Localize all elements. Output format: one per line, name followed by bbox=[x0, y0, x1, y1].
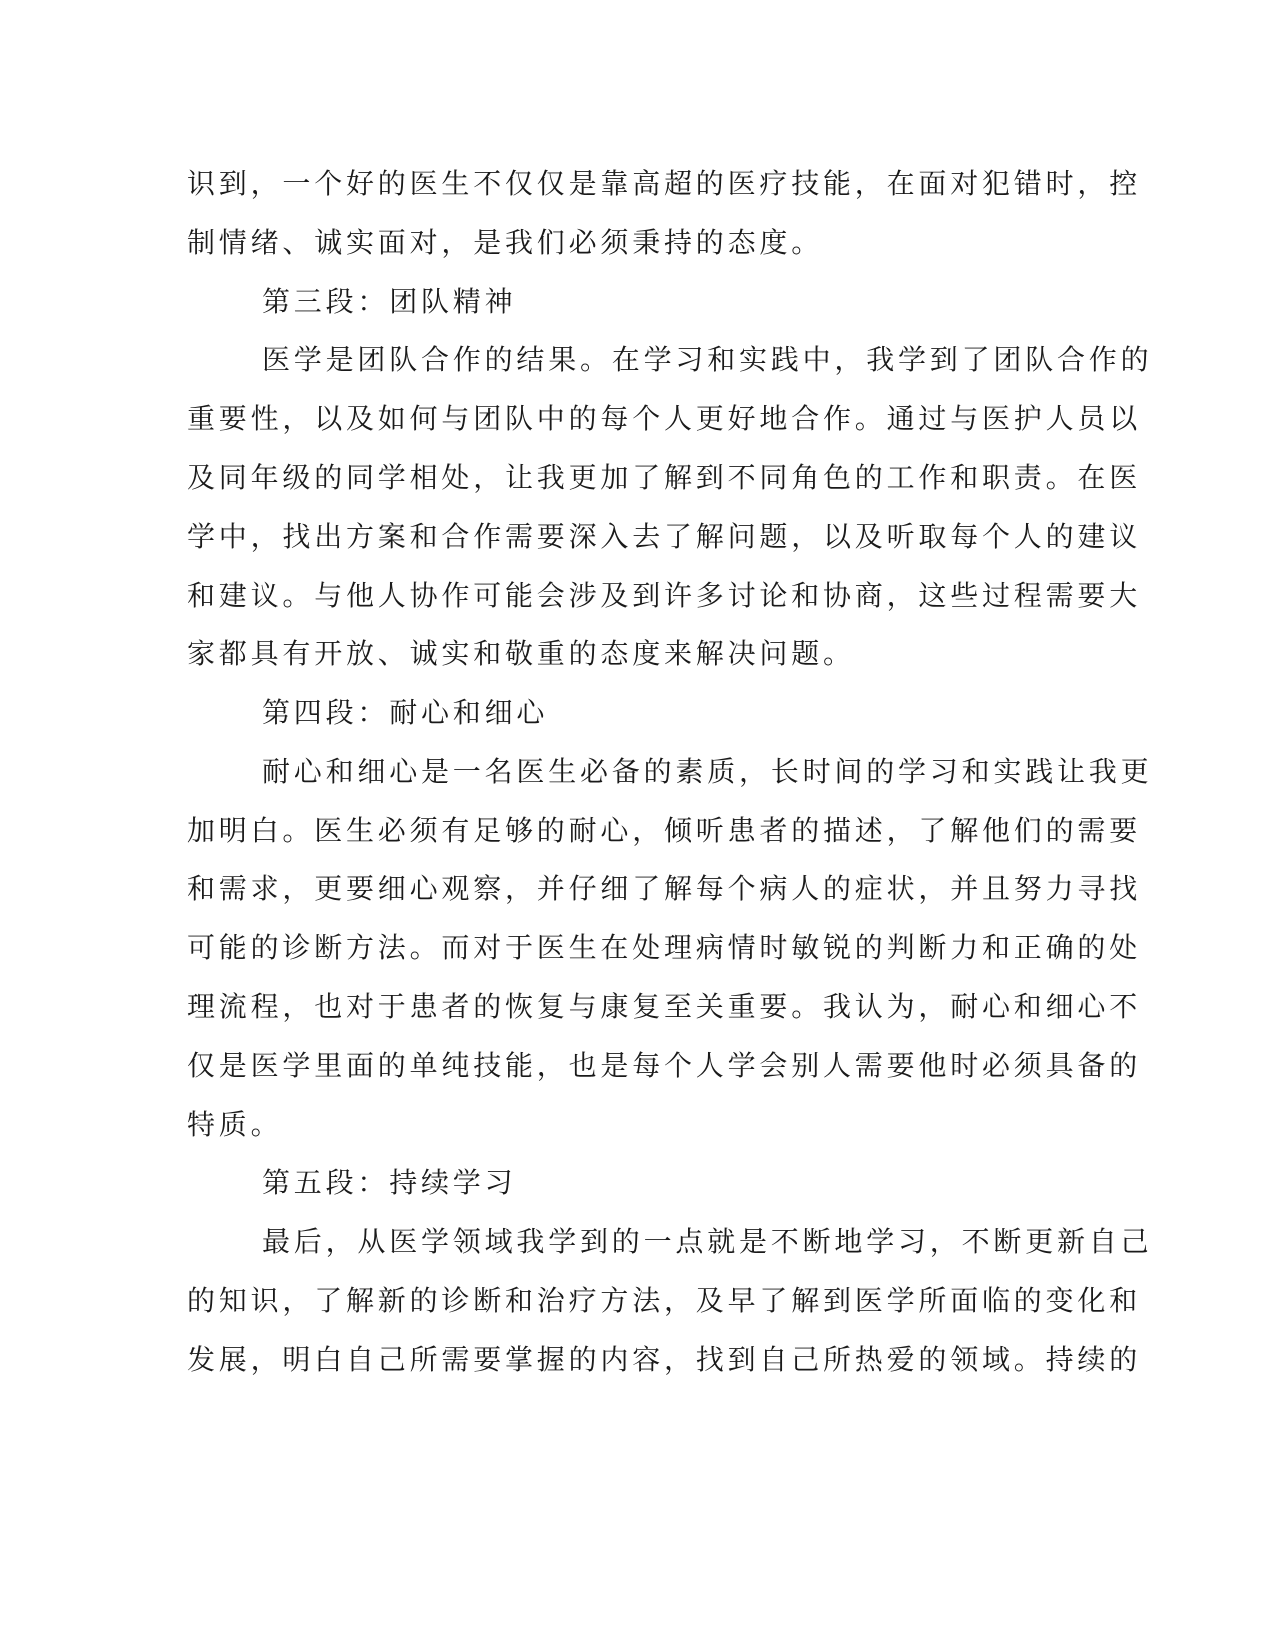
section-heading: 第五段：持续学习 bbox=[262, 1166, 517, 1199]
text-line: 制情绪、诚实面对，是我们必须秉持的态度。 bbox=[187, 226, 824, 259]
text-line: 发展，明白自己所需要掌握的内容，找到自己所热爱的领域。持续的 bbox=[187, 1343, 1142, 1376]
text-line: 及同年级的同学相处，让我更加了解到不同角色的工作和职责。在医 bbox=[187, 461, 1142, 494]
text-line: 可能的诊断方法。而对于医生在处理病情时敏锐的判断力和正确的处 bbox=[187, 931, 1142, 964]
paragraph-first-line: 医学是团队合作的结果。在学习和实践中，我学到了团队合作的 bbox=[262, 343, 1153, 376]
section-heading: 第三段：团队精神 bbox=[262, 285, 517, 318]
paragraph-first-line: 耐心和细心是一名医生必备的素质，长时间的学习和实践让我更 bbox=[262, 755, 1153, 788]
text-line: 和需求，更要细心观察，并仔细了解每个病人的症状，并且努力寻找 bbox=[187, 872, 1142, 905]
text-line: 特质。 bbox=[187, 1108, 283, 1141]
paragraph-first-line: 最后，从医学领域我学到的一点就是不断地学习，不断更新自己 bbox=[262, 1225, 1153, 1258]
text-line: 重要性，以及如何与团队中的每个人更好地合作。通过与医护人员以 bbox=[187, 402, 1142, 435]
text-line: 仅是医学里面的单纯技能，也是每个人学会别人需要他时必须具备的 bbox=[187, 1049, 1142, 1082]
text-line: 学中，找出方案和合作需要深入去了解问题，以及听取每个人的建议 bbox=[187, 520, 1142, 553]
text-line: 和建议。与他人协作可能会涉及到许多讨论和协商，这些过程需要大 bbox=[187, 579, 1142, 612]
section-heading: 第四段：耐心和细心 bbox=[262, 696, 549, 729]
text-line: 理流程，也对于患者的恢复与康复至关重要。我认为，耐心和细心不 bbox=[187, 990, 1142, 1023]
text-line: 家都具有开放、诚实和敬重的态度来解决问题。 bbox=[187, 637, 855, 670]
text-line: 的知识，了解新的诊断和治疗方法，及早了解到医学所面临的变化和 bbox=[187, 1284, 1142, 1317]
text-line: 加明白。医生必须有足够的耐心，倾听患者的描述，了解他们的需要 bbox=[187, 814, 1142, 847]
text-line: 识到，一个好的医生不仅仅是靠高超的医疗技能，在面对犯错时，控 bbox=[187, 167, 1142, 200]
